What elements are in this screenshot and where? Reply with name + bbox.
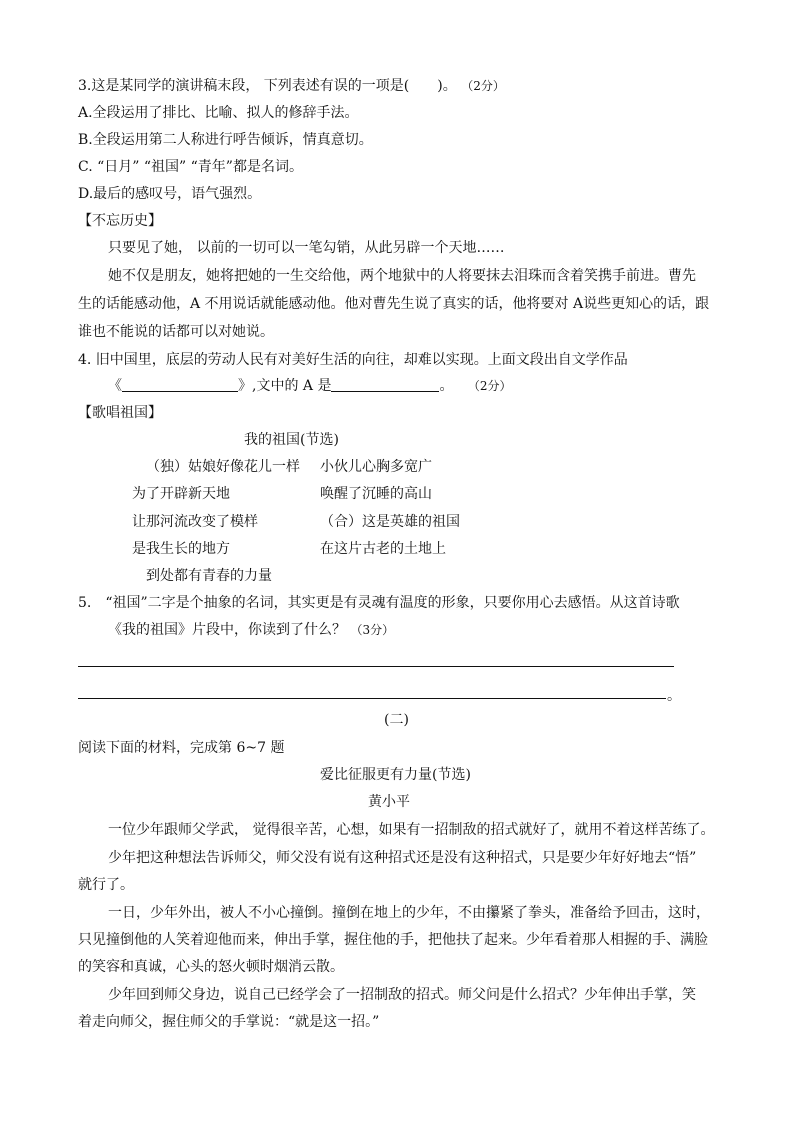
poem-right-line: 唤醒了沉睡的高山 — [320, 486, 432, 502]
part-two-heading: (二) — [384, 712, 409, 728]
q4-blank-work-title[interactable] — [122, 377, 238, 392]
q5-answer-line-1[interactable] — [78, 666, 674, 667]
q4-score: （2分） — [467, 379, 512, 393]
article-paragraph-2-line-2: 就行了。 — [78, 877, 134, 893]
q4-blank-a-identity[interactable] — [331, 377, 439, 392]
poem-left-line: 是我生长的地方 — [132, 541, 230, 557]
poem-right-line: 在这片古老的土地上 — [320, 541, 446, 557]
q3-option-d: D.最后的感叹号，语气强烈。 — [78, 186, 262, 202]
history-paragraph-2-line-3: 谁也不能说的话都可以对她说。 — [78, 324, 274, 340]
article-paragraph-3-line-2: 只见撞倒他的人笑着迎他而来，伸出手掌，握住他的手，把他扶了起来。少年看着那人相握的手、满脸 — [78, 932, 708, 948]
q3-option-b: B.全段运用第二人称进行呼告倾诉，情真意切。 — [78, 132, 373, 148]
poem-right-line: （合）这是英雄的祖国 — [320, 514, 460, 530]
article-paragraph-3-line-1: 一日，少年外出，被人不小心撞倒。撞倒在地上的少年，不由攥紧了拳头，准备给予回击，这时， — [108, 905, 710, 921]
poem-left-line: （独）姑娘好像花儿一样 — [146, 459, 300, 475]
poem-left-line: 让那河流改变了模样 — [132, 514, 258, 530]
q5-end-mark: 。 — [667, 688, 681, 704]
article-author: 黄小平 — [368, 794, 410, 810]
poem-left-line: 为了开辟新天地 — [132, 486, 230, 502]
part-two-instruction: 阅读下面的材料，完成第 6~7 题 — [78, 740, 285, 756]
poem-left-line: 到处都有青春的力量 — [146, 568, 272, 584]
q4-line-2: 《 》,文中的 A 是 。 （2分） — [108, 378, 512, 394]
article-paragraph-1: 一位少年跟师父学武， 觉得很辛苦，心想，如果有一招制敌的招式就好了，就用不着这样苦练了。 — [108, 822, 715, 838]
poem-right-line: 小伙儿心胸多宽广 — [320, 459, 432, 475]
q5-line-1: 5. “祖国”二字是个抽象的名词，其实更是有灵魂有温度的形象，只要你用心去感悟。从这首诗歌 — [78, 595, 680, 611]
article-paragraph-4-line-1: 少年回到师父身边，说自己已经学会了一招制敌的招式。师父问是什么招式？少年伸出手掌，笑 — [108, 987, 696, 1003]
history-paragraph-2-line-2: 生的话能感动他，A 不用说话就能感动他。他对曹先生说了真实的话，他将要对 A说些更知心的话，跟 — [78, 296, 710, 312]
article-paragraph-4-line-2: 着走向师父，握住师父的手掌说：“就是这一招。” — [78, 1014, 380, 1030]
history-paragraph-1: 只要见了她， 以前的一切可以一笔勾销，从此另辟一个天地…… — [108, 240, 505, 256]
section-history-title: 【不忘历史】 — [78, 213, 162, 229]
q3-score: （2分） — [461, 79, 505, 93]
article-paragraph-2-line-1: 少年把这种想法告诉师父，师父没有说有这种招式还是没有这种招式，只是要少年好好地去“悟” — [108, 850, 697, 866]
q5-score: （3分） — [350, 623, 395, 637]
q3-option-c: C. “日月” “祖国” “青年”都是名词。 — [78, 159, 303, 175]
q5-answer-line-2[interactable] — [78, 698, 666, 699]
article-paragraph-3-line-3: 的笑容和真诚，心头的怒火顿时烟消云散。 — [78, 959, 344, 975]
q3-stem: 3.这是某同学的演讲稿末段， 下列表述有误的一项是( )。 （2分） — [78, 78, 505, 94]
q5-line-2: 《我的祖国》片段中，你读到了什么？ （3分） — [108, 622, 395, 638]
q3-option-a: A.全段运用了排比、比喻、拟人的修辞手法。 — [78, 105, 359, 121]
history-paragraph-2-line-1: 她不仅是朋友，她将把她的一生交给他，两个地狱中的人将要抹去泪珠而含着笑携手前进。曹先 — [108, 268, 696, 284]
section-song-title: 【歌唱祖国】 — [78, 405, 162, 421]
poem-title: 我的祖国(节选) — [244, 432, 339, 448]
article-title: 爱比征服更有力量(节选) — [320, 767, 471, 783]
q4-line-1: 4. 旧中国里，底层的劳动人民有对美好生活的向往，却难以实现。上面文段出自文学作品 — [78, 352, 628, 368]
